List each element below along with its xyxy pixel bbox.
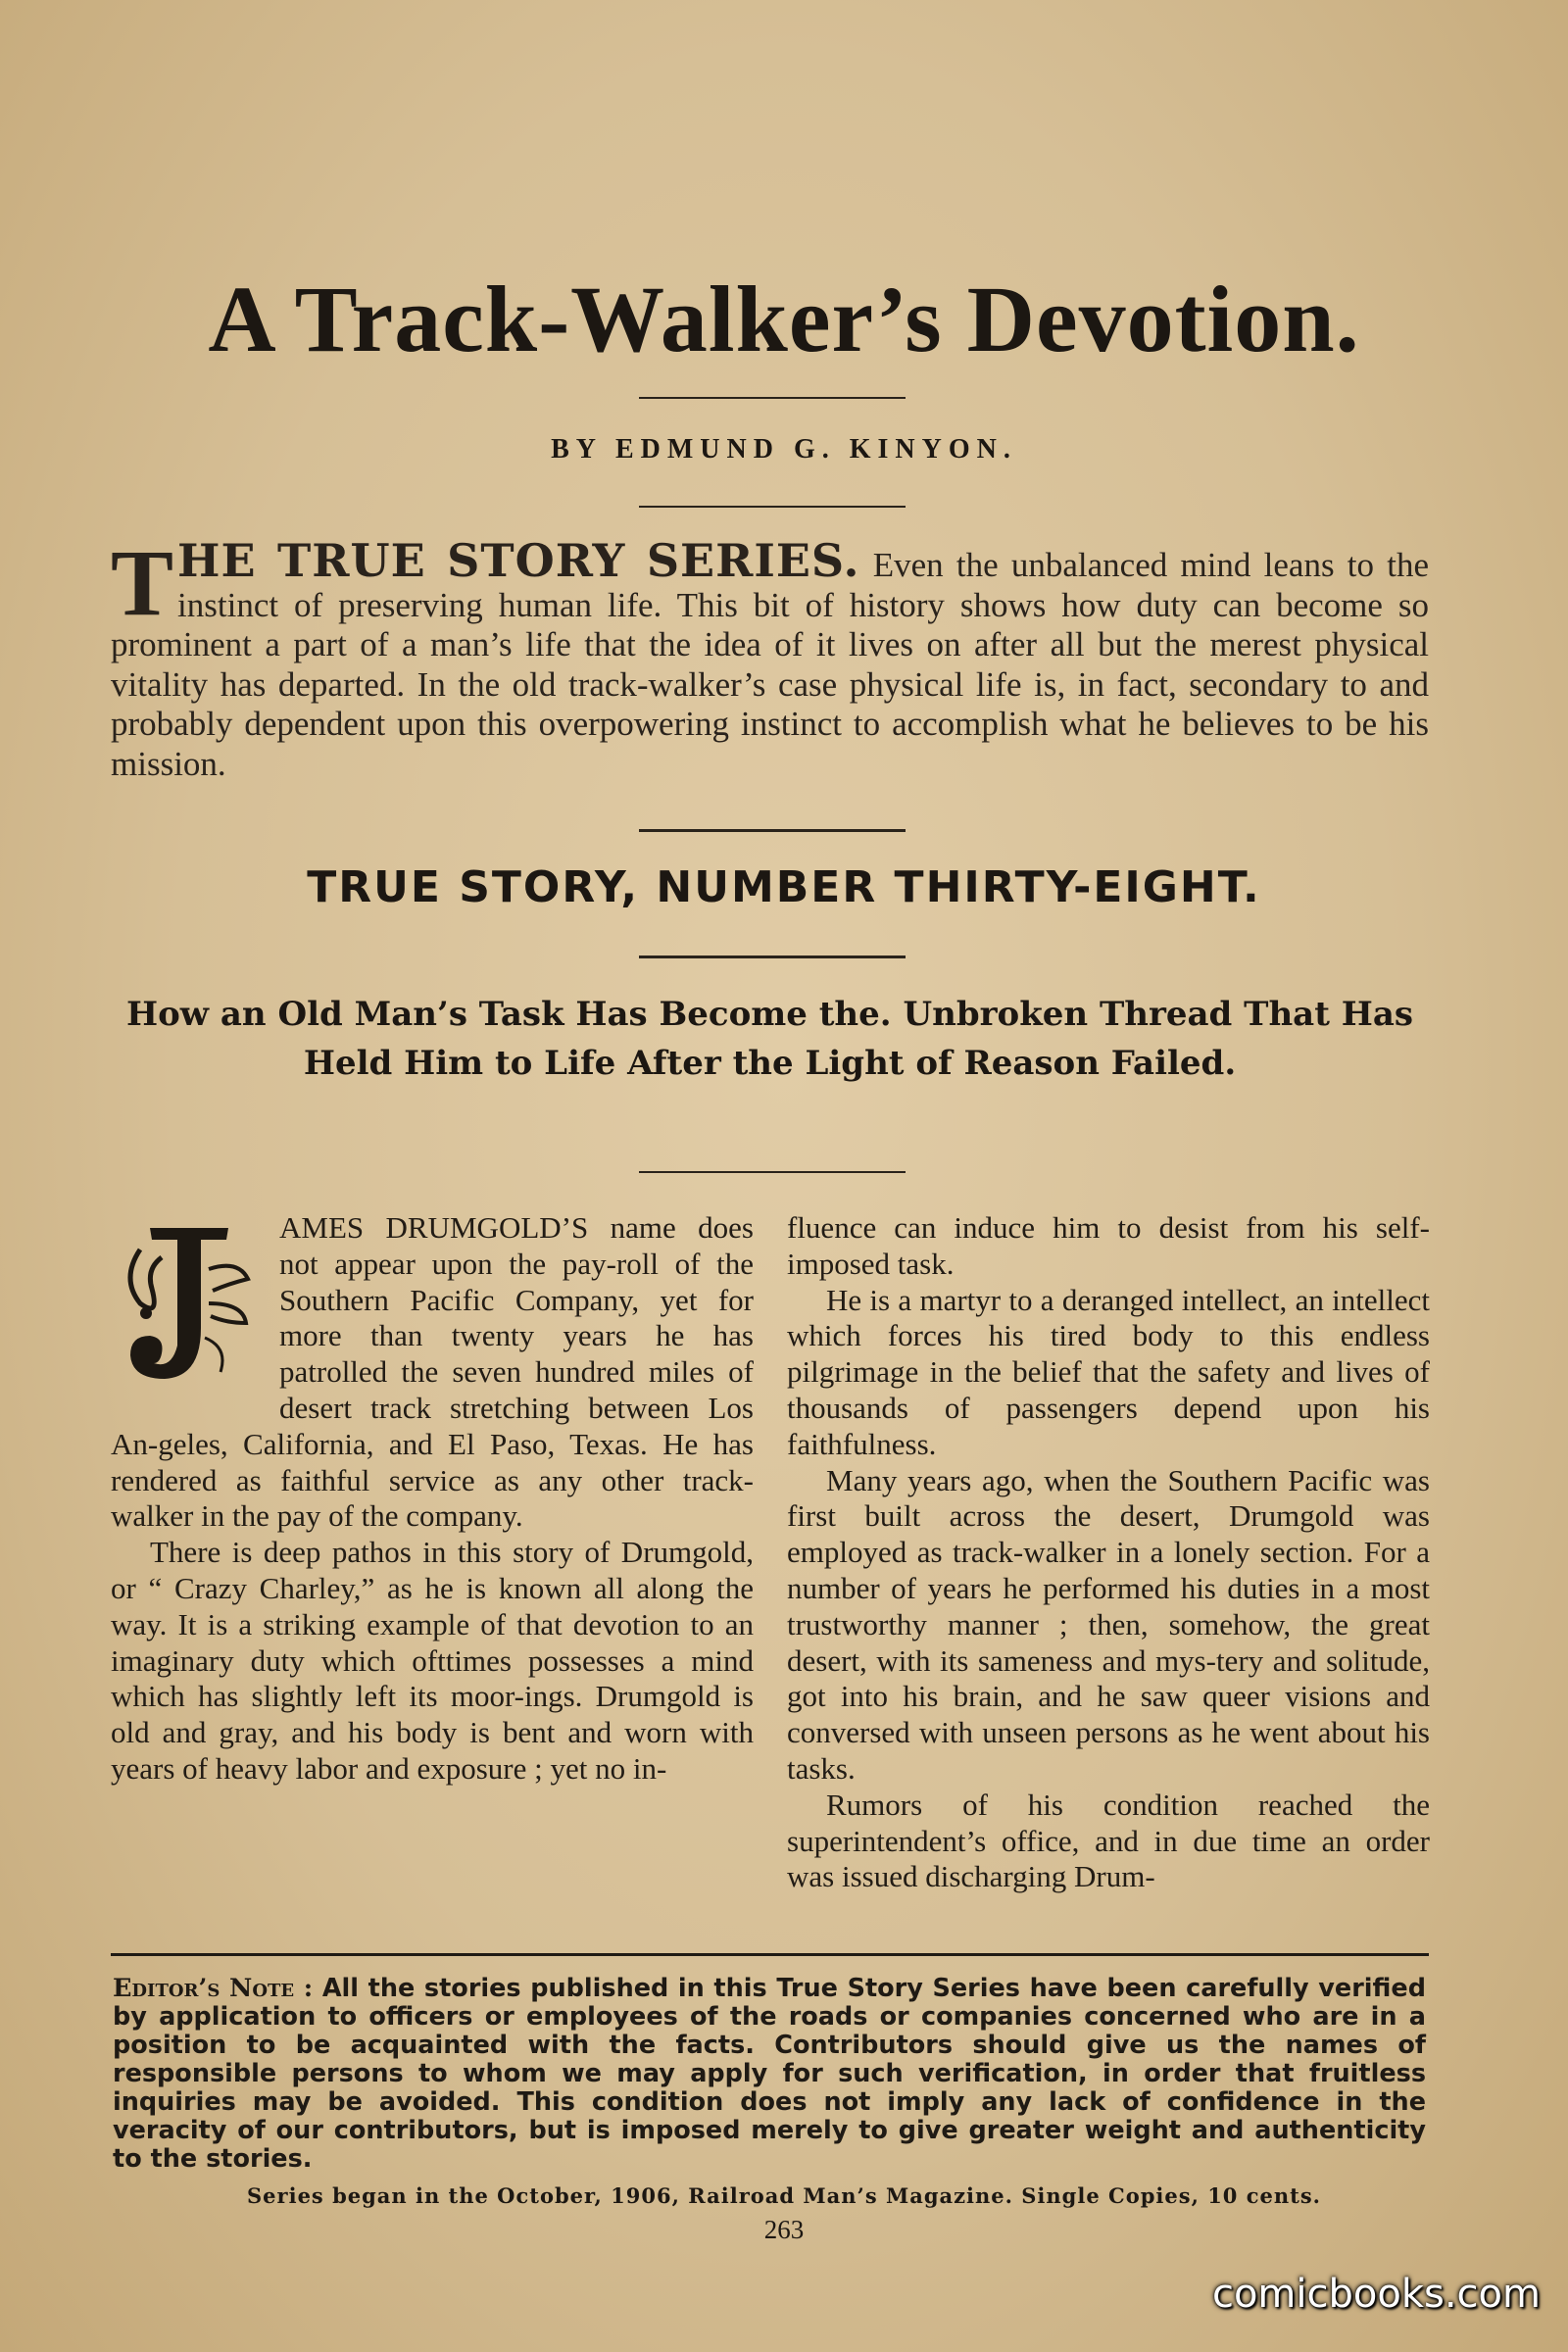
- right-paragraph-2: He is a martyr to a deranged intellect, an intellect which forces his tired body to this endless pilgrimage in the belief that the safety and lives of thousands of passengers depend upon his faithfulness.: [787, 1282, 1430, 1461]
- editors-note-rule: [111, 1953, 1429, 1956]
- column-left: [111, 1210, 754, 1788]
- column-right: [787, 1210, 1430, 1895]
- series-text: Even the unbalanced mind leans to the instinct of preserving human life. This bit of history shows how duty can become so prominent a part of a man’s life that the idea of it lives on after all but the merest physical vitality has departed. In the old track-walker’s case physical life is, in fact, secondary to and probably dependent upon this overpowering instinct to accomplish what he believes to be his mission.: [111, 546, 1430, 783]
- series-began-line: Series began in the October, 1906, Railroad Man’s Magazine. Single Copies, 10 cents.: [247, 2183, 1321, 2208]
- page-number: 263: [763, 2215, 805, 2244]
- subheading-rule: [639, 1171, 906, 1173]
- story-subheading: How an Old Man’s Task Has Become the. Unbroken Thread That Has Held Him to Life After the Light of Reason Failed.: [125, 995, 1414, 1083]
- series-heading: HE TRUE STORY SERIES.: [177, 534, 860, 587]
- byline: BY EDMUND G. KINYON.: [551, 434, 1017, 465]
- series-rule: [639, 829, 906, 832]
- right-paragraph-3: Many years ago, when the Southern Pacific was first built across the desert, Drumgold was employed as track-walker in a lonely section. For a number of years he performed his duties in a most trustworthy manner ; then, somehow, the great desert, with its sameness and mys-tery and solitude, got into his brain, and he saw queer visions and conversed with unseen persons as he went about his tasks.: [787, 1462, 1430, 1786]
- left-paragraph-1: AMES DRUMGOLD’S name does not appear upon the pay-roll of the Southern Pacific Company, yet for more than twenty years he has patrolled the seven hundred miles of desert track stretching between Los An-geles, California, and El Paso, Texas. He has rendered as faithful service as any other track-walker in the pay of the company.: [111, 1210, 754, 1534]
- story-number-heading: TRUE STORY, NUMBER THIRTY-EIGHT.: [307, 862, 1261, 912]
- article-title: A Track-Walker’s Devotion.: [208, 267, 1360, 371]
- editors-note-text: All the stories published in this True Story Series have been carefully verified by application to officers or employees of the roads or companies concerned who are in a position to be acquainted with the facts. Contributors should give us the names of responsible persons to whom we may apply for such verification, in order that fruitless inquiries may be avoided. This condition does not imply any lack of confidence in the veracity of our contributors, but is imposed merely to give greater weight and authenticity to the stories.: [113, 1974, 1426, 2174]
- title-rule: [639, 397, 906, 399]
- right-paragraph-1: fluence can induce him to desist from his self-imposed task.: [787, 1210, 1430, 1281]
- drop-cap-t: T: [111, 530, 174, 635]
- editors-note-label: Editor’s Note :: [113, 1974, 314, 2003]
- editors-note: [113, 1975, 1426, 2174]
- byline-rule: [639, 506, 906, 508]
- right-paragraph-4: Rumors of his condition reached the superintendent’s office, and in due time an order was issued discharging Drum-: [787, 1787, 1430, 1894]
- watermark: comicbooks.com: [1211, 2272, 1541, 2317]
- left-paragraph-2: There is deep pathos in this story of Drumgold, or “ Crazy Charley,” as he is known all along the way. It is a striking example of that devotion to an imaginary duty which ofttimes possesses a mind which has slightly left its moor-ings. Drumgold is old and gray, and his body is bent and worn with years of heavy labor and exposure ; yet no in-: [111, 1535, 754, 1786]
- number-rule: [639, 956, 906, 958]
- series-intro: [111, 530, 1430, 784]
- ornamental-j-drop-cap: [111, 1210, 268, 1392]
